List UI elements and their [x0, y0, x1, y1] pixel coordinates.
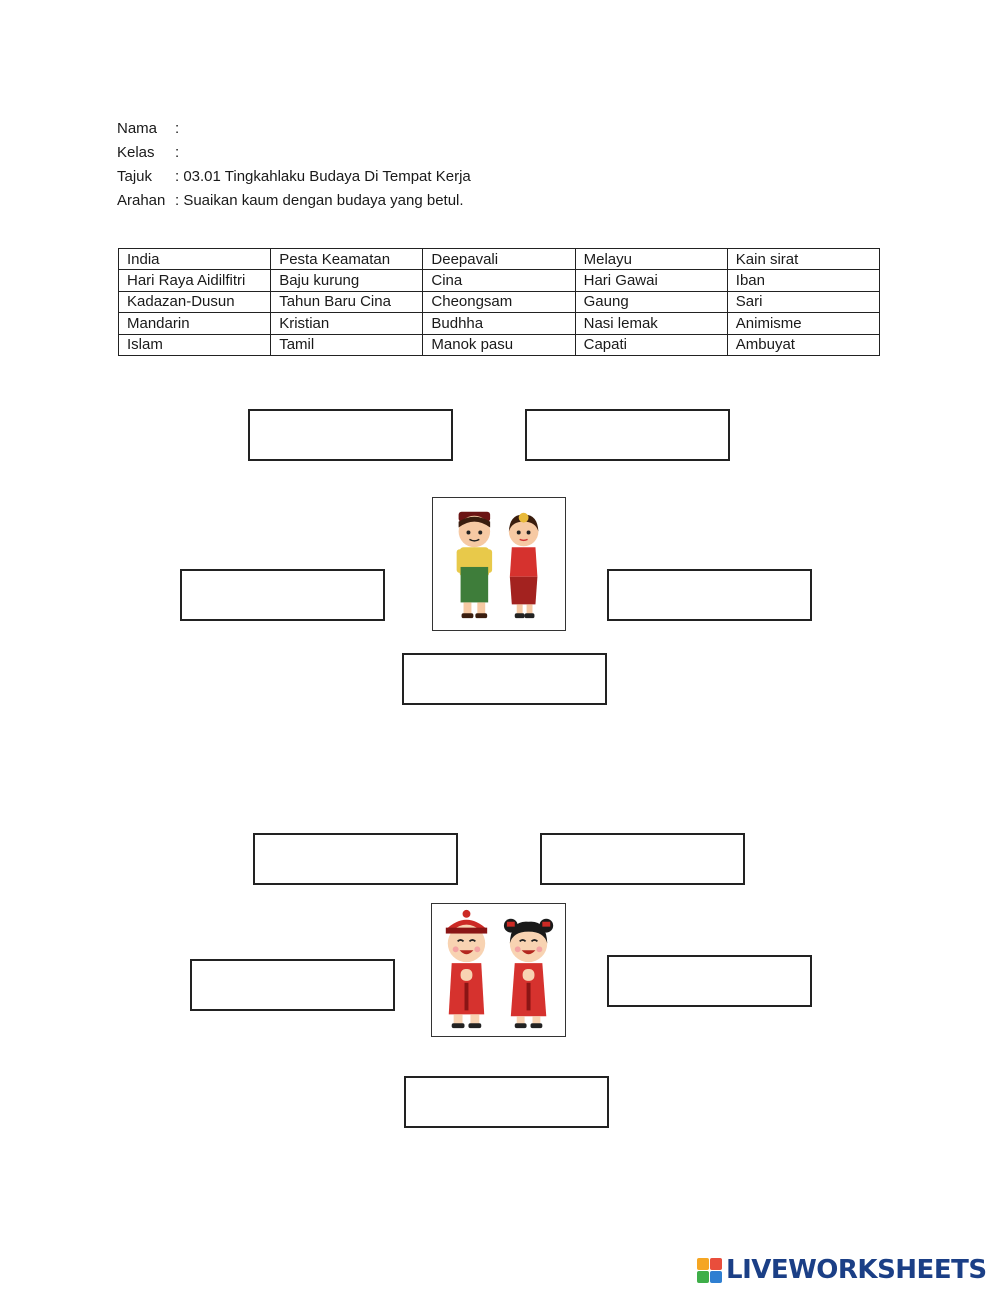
table-cell: Nasi lemak [575, 313, 727, 334]
answer-box-malay-top-left[interactable] [248, 409, 453, 461]
table-cell: Hari Gawai [575, 270, 727, 291]
table-row [119, 313, 880, 334]
table-cell: Tamil [271, 334, 423, 355]
answer-box-malay-right[interactable] [607, 569, 812, 621]
answer-box-chinese-top-left[interactable] [253, 833, 458, 885]
nama-row [117, 117, 471, 141]
table-cell: Manok pasu [423, 334, 575, 355]
table-cell: Kain sirat [727, 249, 879, 270]
table-cell: Kadazan-Dusun [119, 291, 271, 312]
table-row [119, 249, 880, 270]
answer-box-chinese-top-right[interactable] [540, 833, 745, 885]
table-cell: Capati [575, 334, 727, 355]
table-cell: Iban [727, 270, 879, 291]
table-cell: Deepavali [423, 249, 575, 270]
table-cell: Ambuyat [727, 334, 879, 355]
malay-couple-illustration [433, 498, 565, 630]
chinese-couple-picture [431, 903, 566, 1037]
answer-box-chinese-bottom[interactable] [404, 1076, 609, 1128]
logo-square [697, 1258, 709, 1270]
answer-box-malay-left[interactable] [180, 569, 385, 621]
word-bank-table [118, 248, 880, 356]
table-cell: Tahun Baru Cina [271, 291, 423, 312]
table-cell: Animisme [727, 313, 879, 334]
logo-icon [697, 1258, 722, 1283]
kelas-row [117, 141, 471, 165]
table-cell: Mandarin [119, 313, 271, 334]
answer-box-malay-bottom[interactable] [402, 653, 607, 705]
tajuk-value: : 03.01 Tingkahlaku Budaya Di Tempat Kerja [175, 168, 471, 185]
liveworksheets-logo [697, 1254, 987, 1286]
table-cell: Hari Raya Aidilfitri [119, 270, 271, 291]
malay-couple-picture [432, 497, 566, 631]
worksheet-header [117, 117, 471, 213]
kelas-label: Kelas [117, 144, 155, 161]
table-row [119, 270, 880, 291]
answer-box-malay-top-right[interactable] [525, 409, 730, 461]
tajuk-label: Tajuk [117, 168, 153, 185]
table-cell: Islam [119, 334, 271, 355]
table-cell: Melayu [575, 249, 727, 270]
table-cell: Cheongsam [423, 291, 575, 312]
table-row [119, 334, 880, 355]
logo-square [697, 1271, 709, 1283]
table-cell: Baju kurung [271, 270, 423, 291]
logo-square [710, 1258, 722, 1270]
arahan-row [117, 189, 471, 213]
table-row [119, 291, 880, 312]
arahan-label: Arahan [117, 192, 166, 209]
table-cell: Sari [727, 291, 879, 312]
table-cell: Pesta Keamatan [271, 249, 423, 270]
logo-square [710, 1271, 722, 1283]
table-cell: India [119, 249, 271, 270]
tajuk-row [117, 165, 471, 189]
nama-value: : [175, 120, 180, 137]
answer-box-chinese-left[interactable] [190, 959, 395, 1011]
table-cell: Kristian [271, 313, 423, 334]
nama-label: Nama [117, 120, 158, 137]
arahan-value: : Suaikan kaum dengan budaya yang betul. [175, 192, 464, 209]
chinese-couple-illustration [432, 904, 565, 1036]
kelas-value: : [175, 144, 180, 161]
logo-text: LIVEWORKSHEETS [726, 1255, 987, 1285]
answer-box-chinese-right[interactable] [607, 955, 812, 1007]
table-cell: Budhha [423, 313, 575, 334]
table-cell: Gaung [575, 291, 727, 312]
table-cell: Cina [423, 270, 575, 291]
